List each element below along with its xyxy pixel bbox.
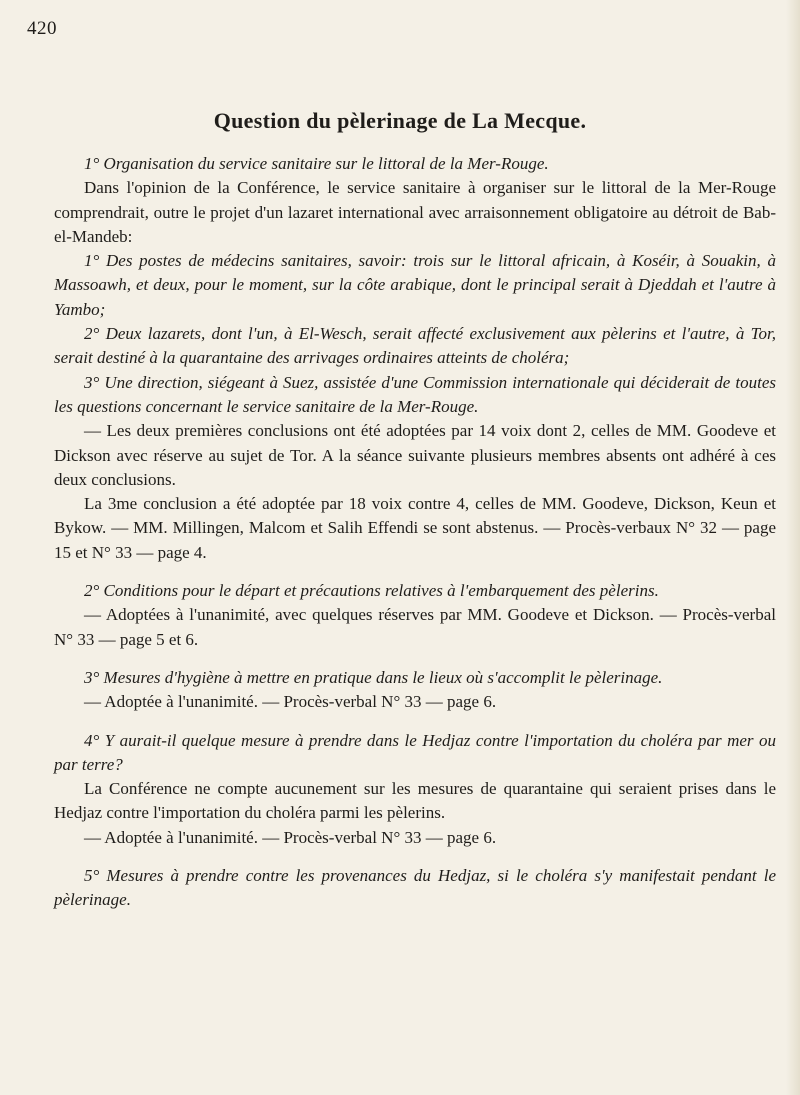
page-edge-shade	[786, 0, 800, 1095]
section-1-item-2: 2° Deux lazarets, dont l'un, à El-Wesch, serait affecté exclusivement aux pèlerins et l'autre, à Tor, serait destiné à la quarantaine des arrivages ordinaires atteints de choléra;	[54, 324, 776, 368]
page-title: Question du pèlerinage de La Mecque.	[213, 108, 587, 133]
section-3-text: — Adoptée à l'unanimité. — Procès-verbal N° 33 — page 6.	[84, 692, 497, 712]
section-4-heading: 4° Y aurait-il quelque mesure à prendre dans le Hedjaz contre l'importation du choléra par mer ou par terre?	[54, 730, 776, 774]
section-1-item-3: 3° Une direction, siégeant à Suez, assistée d'une Commission internationale qui déciderait de toutes les questions concernant le service sanitaire de la Mer-Rouge.	[54, 372, 776, 416]
page-number: 420	[27, 18, 57, 39]
section-1-vote-2: La 3me conclusion a été adoptée par 18 voix contre 4, celles de MM. Goodeve, Dickson, Keun et Bykow. — MM. Millingen, Malcom et Salih Effendi se sont abstenus. — Procès-verbaux N° 32 — page 15 et N° 33 — page 4.	[54, 494, 776, 562]
section-1-heading: 1° Organisation du service sanitaire sur le littoral de la Mer-Rouge.	[84, 154, 549, 173]
section-5-heading: 5° Mesures à prendre contre les provenances du Hedjaz, si le choléra s'y manifestait pendant le pèlerinage.	[54, 866, 776, 910]
section-4-text-1: La Conférence ne compte aucunement sur les mesures de quarantaine qui seraient prises dans le Hedjaz contre l'importation du choléra parmi les pèlerins.	[54, 779, 776, 823]
document-body	[54, 152, 776, 913]
section-3-heading: 3° Mesures d'hygiène à mettre en pratique dans le lieux où s'accomplit le pèlerinage.	[84, 667, 663, 687]
section-1-vote-1: — Les deux premières conclusions ont été adoptées par 14 voix dont 2, celles de MM. Goodeve et Dickson avec réserve au sujet de Tor. A la séance suivante plusieurs membres absents ont adhéré à ces deux conclusions.	[54, 421, 776, 489]
section-2-text: — Adoptées à l'unanimité, avec quelques réserves par MM. Goodeve et Dickson. — Procès-verbal N° 33 — page 5 et 6.	[54, 605, 776, 649]
section-4-text-2: — Adoptée à l'unanimité. — Procès-verbal N° 33 — page 6.	[84, 827, 497, 847]
section-1-intro: Dans l'opinion de la Conférence, le service sanitaire à organiser sur le littoral de la Mer-Rouge comprendrait, outre le projet d'un lazaret international avec arraisonnement obligatoire au détroit de Bab-el-Mandeb:	[54, 178, 776, 246]
section-2-heading: 2° Conditions pour le départ et précautions relatives à l'embarquement des pèlerins.	[84, 581, 659, 601]
section-1-item-1: 1° Des postes de médecins sanitaires, savoir: trois sur le littoral africain, à Koséir, à Souakin, à Massoawh, et deux, pour le moment, sur la côte arabique, dont le principal serait à Djeddah et l'autre à Yambo;	[54, 251, 776, 319]
